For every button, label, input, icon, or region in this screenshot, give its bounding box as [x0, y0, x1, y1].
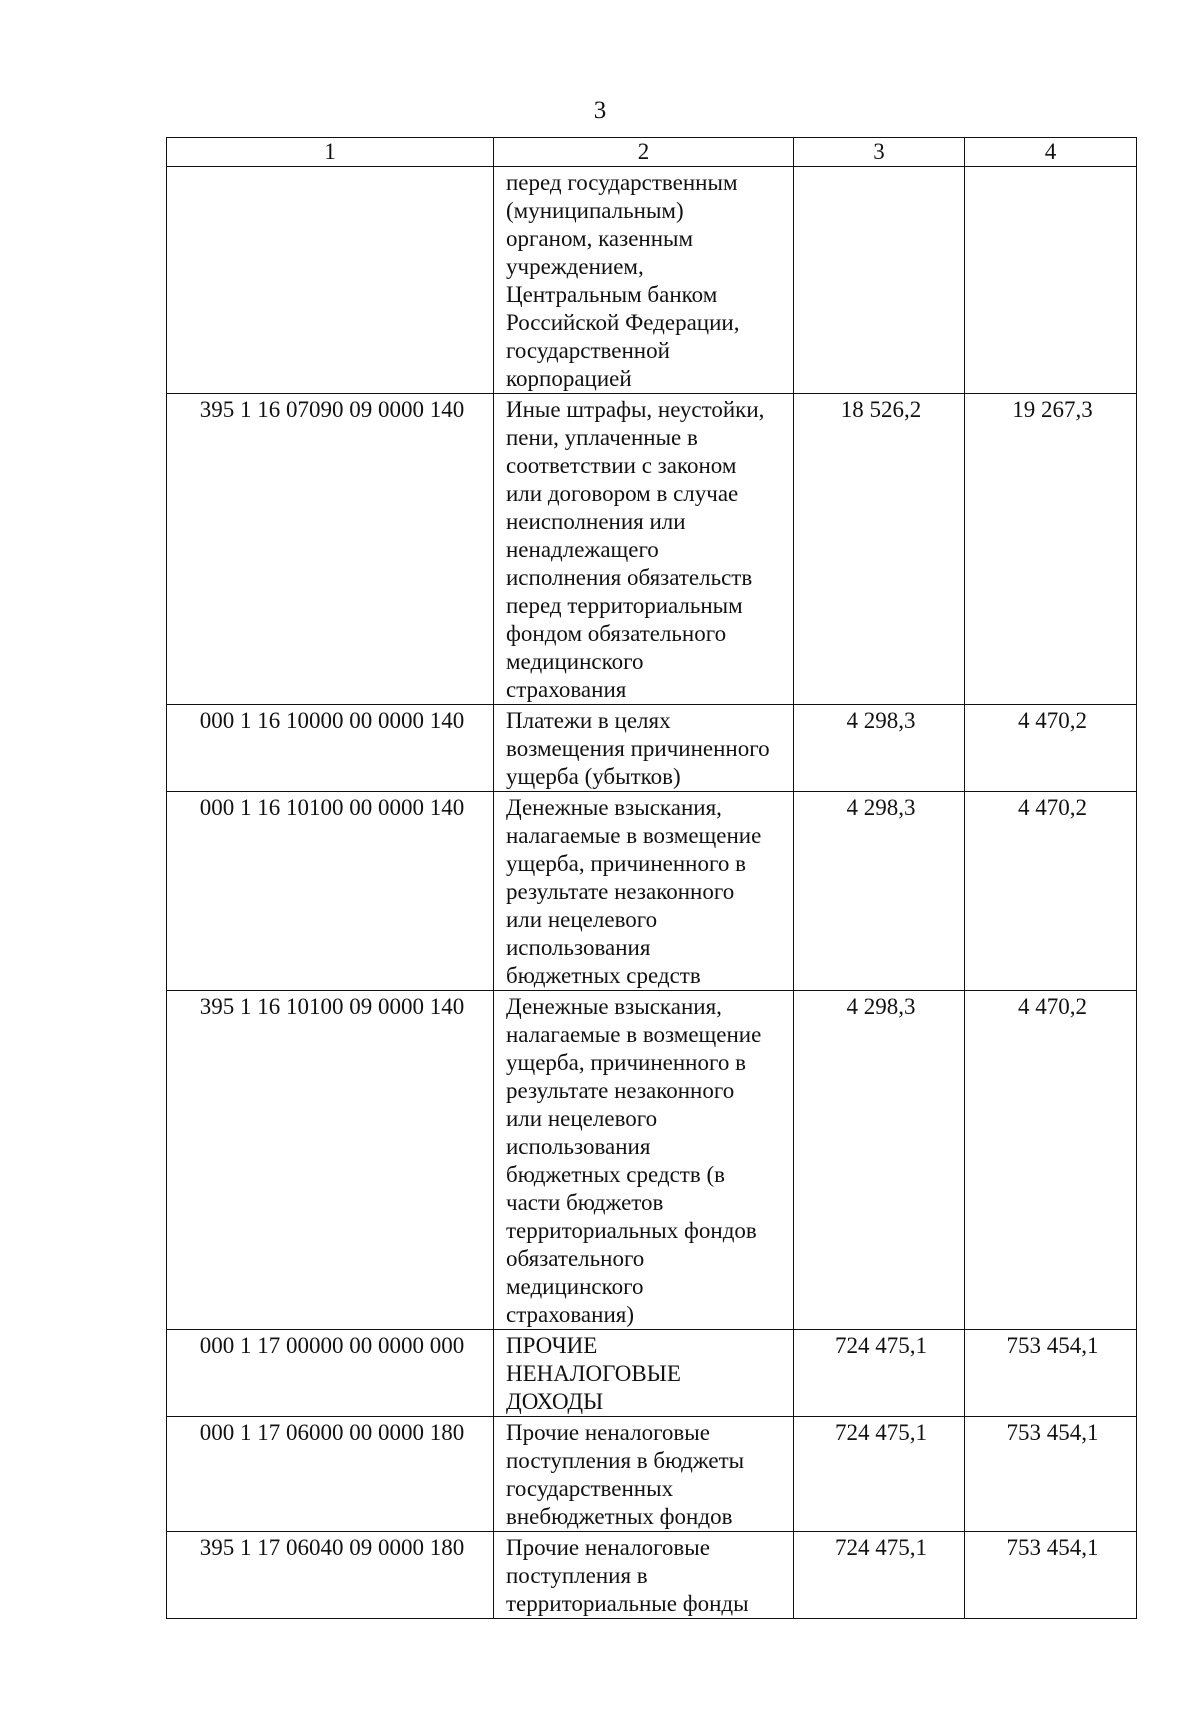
description-line: государственных	[506, 1476, 674, 1501]
table-row	[167, 167, 1137, 394]
description-line: Денежные взыскания,	[506, 994, 722, 1019]
amount-col3-cell: 4 298,3	[794, 792, 965, 991]
description-line: учреждением,	[506, 254, 644, 279]
amount-col3-cell: 724 475,1	[794, 1417, 965, 1532]
description-line: перед территориальным	[506, 593, 743, 618]
description-line: обязательного	[506, 1246, 645, 1271]
description-line: Прочие неналоговые	[506, 1420, 710, 1445]
description-line: медицинского	[506, 1274, 644, 1299]
budget-code-cell: 000 1 16 10000 00 0000 140	[167, 705, 494, 792]
description-line: Иные штрафы, неустойки,	[506, 397, 765, 422]
column-header-1: 1	[167, 138, 494, 167]
budget-code-cell: 395 1 16 07090 09 0000 140	[167, 394, 494, 705]
description-line: соответствии с законом	[506, 453, 737, 478]
description-line: фондом обязательного	[506, 621, 727, 646]
budget-code-cell: 395 1 16 10100 09 0000 140	[167, 991, 494, 1330]
budget-code-cell: 000 1 17 00000 00 0000 000	[167, 1330, 494, 1417]
amount-col4-cell: 753 454,1	[965, 1417, 1137, 1532]
description-line: ущерба, причиненного в	[506, 1050, 746, 1075]
description-cell	[494, 705, 794, 792]
description-line: бюджетных средств (в	[506, 1162, 725, 1187]
description-line: территориальных фондов	[506, 1218, 757, 1243]
description-cell	[494, 167, 794, 394]
description-line: страхования)	[506, 1302, 634, 1327]
column-header-4: 4	[965, 138, 1137, 167]
description-line: использования	[506, 935, 651, 960]
description-line: пени, уплаченные в	[506, 425, 698, 450]
description-line: Прочие неналоговые	[506, 1535, 710, 1560]
amount-col3-cell: 724 475,1	[794, 1330, 965, 1417]
amount-col4-cell	[965, 167, 1137, 394]
description-line: или нецелевого	[506, 907, 658, 932]
description-line: перед государственным	[506, 170, 738, 195]
description-line: страхования	[506, 677, 627, 702]
table-body	[167, 167, 1137, 1619]
table-header-row	[167, 138, 1137, 167]
description-line: государственной	[506, 338, 670, 363]
amount-col4-cell: 4 470,2	[965, 792, 1137, 991]
amount-col3-cell: 4 298,3	[794, 991, 965, 1330]
description-line: Денежные взыскания,	[506, 795, 722, 820]
description-line: бюджетных средств	[506, 963, 701, 988]
description-line: исполнения обязательств	[506, 565, 753, 590]
amount-col4-cell: 753 454,1	[965, 1532, 1137, 1619]
table-row	[167, 705, 1137, 792]
description-line: неисполнения или	[506, 509, 686, 534]
table-row	[167, 1330, 1137, 1417]
description-cell	[494, 991, 794, 1330]
description-cell	[494, 792, 794, 991]
amount-col4-cell: 753 454,1	[965, 1330, 1137, 1417]
description-line: поступления в	[506, 1563, 648, 1588]
description-line: использования	[506, 1134, 651, 1159]
table-row	[167, 394, 1137, 705]
column-header-2: 2	[494, 138, 794, 167]
description-line: органом, казенным	[506, 226, 694, 251]
budget-code-cell: 395 1 17 06040 09 0000 180	[167, 1532, 494, 1619]
description-line: (муниципальным)	[506, 198, 684, 223]
table-row	[167, 792, 1137, 991]
description-line: ненадлежащего	[506, 537, 659, 562]
description-line: корпорацией	[506, 366, 632, 391]
budget-code-cell	[167, 167, 494, 394]
description-line: налагаемые в возмещение	[506, 823, 762, 848]
table-row	[167, 1417, 1137, 1532]
description-line: налагаемые в возмещение	[506, 1022, 762, 1047]
amount-col3-cell: 18 526,2	[794, 394, 965, 705]
description-line: поступления в бюджеты	[506, 1448, 745, 1473]
description-cell	[494, 1532, 794, 1619]
description-line: Центральным банком	[506, 282, 718, 307]
amount-col3-cell: 4 298,3	[794, 705, 965, 792]
amount-col3-cell: 724 475,1	[794, 1532, 965, 1619]
table-row	[167, 1532, 1137, 1619]
description-line: ПРОЧИЕ	[506, 1333, 598, 1358]
description-line: медицинского	[506, 649, 644, 674]
amount-col4-cell: 19 267,3	[965, 394, 1137, 705]
description-line: ДОХОДЫ	[506, 1389, 604, 1414]
amount-col4-cell: 4 470,2	[965, 705, 1137, 792]
description-line: ущерба (убытков)	[506, 764, 681, 789]
budget-table	[166, 137, 1137, 1619]
description-cell	[494, 394, 794, 705]
description-line: или договором в случае	[506, 481, 739, 506]
description-line: ущерба, причиненного в	[506, 851, 746, 876]
description-line: возмещения причиненного	[506, 736, 770, 761]
description-line: НЕНАЛОГОВЫЕ	[506, 1361, 681, 1386]
page-number: 3	[593, 97, 607, 124]
column-header-3: 3	[794, 138, 965, 167]
description-line: Платежи в целях	[506, 708, 671, 733]
description-line: Российской Федерации,	[506, 310, 740, 335]
budget-code-cell: 000 1 17 06000 00 0000 180	[167, 1417, 494, 1532]
description-line: части бюджетов	[506, 1190, 664, 1215]
table-row	[167, 991, 1137, 1330]
description-line: территориальные фонды	[506, 1591, 749, 1616]
description-line: или нецелевого	[506, 1106, 658, 1131]
description-cell	[494, 1417, 794, 1532]
description-cell	[494, 1330, 794, 1417]
description-line: результате незаконного	[506, 879, 735, 904]
amount-col3-cell	[794, 167, 965, 394]
amount-col4-cell: 4 470,2	[965, 991, 1137, 1330]
description-line: результате незаконного	[506, 1078, 735, 1103]
description-line: внебюджетных фондов	[506, 1504, 733, 1529]
budget-code-cell: 000 1 16 10100 00 0000 140	[167, 792, 494, 991]
